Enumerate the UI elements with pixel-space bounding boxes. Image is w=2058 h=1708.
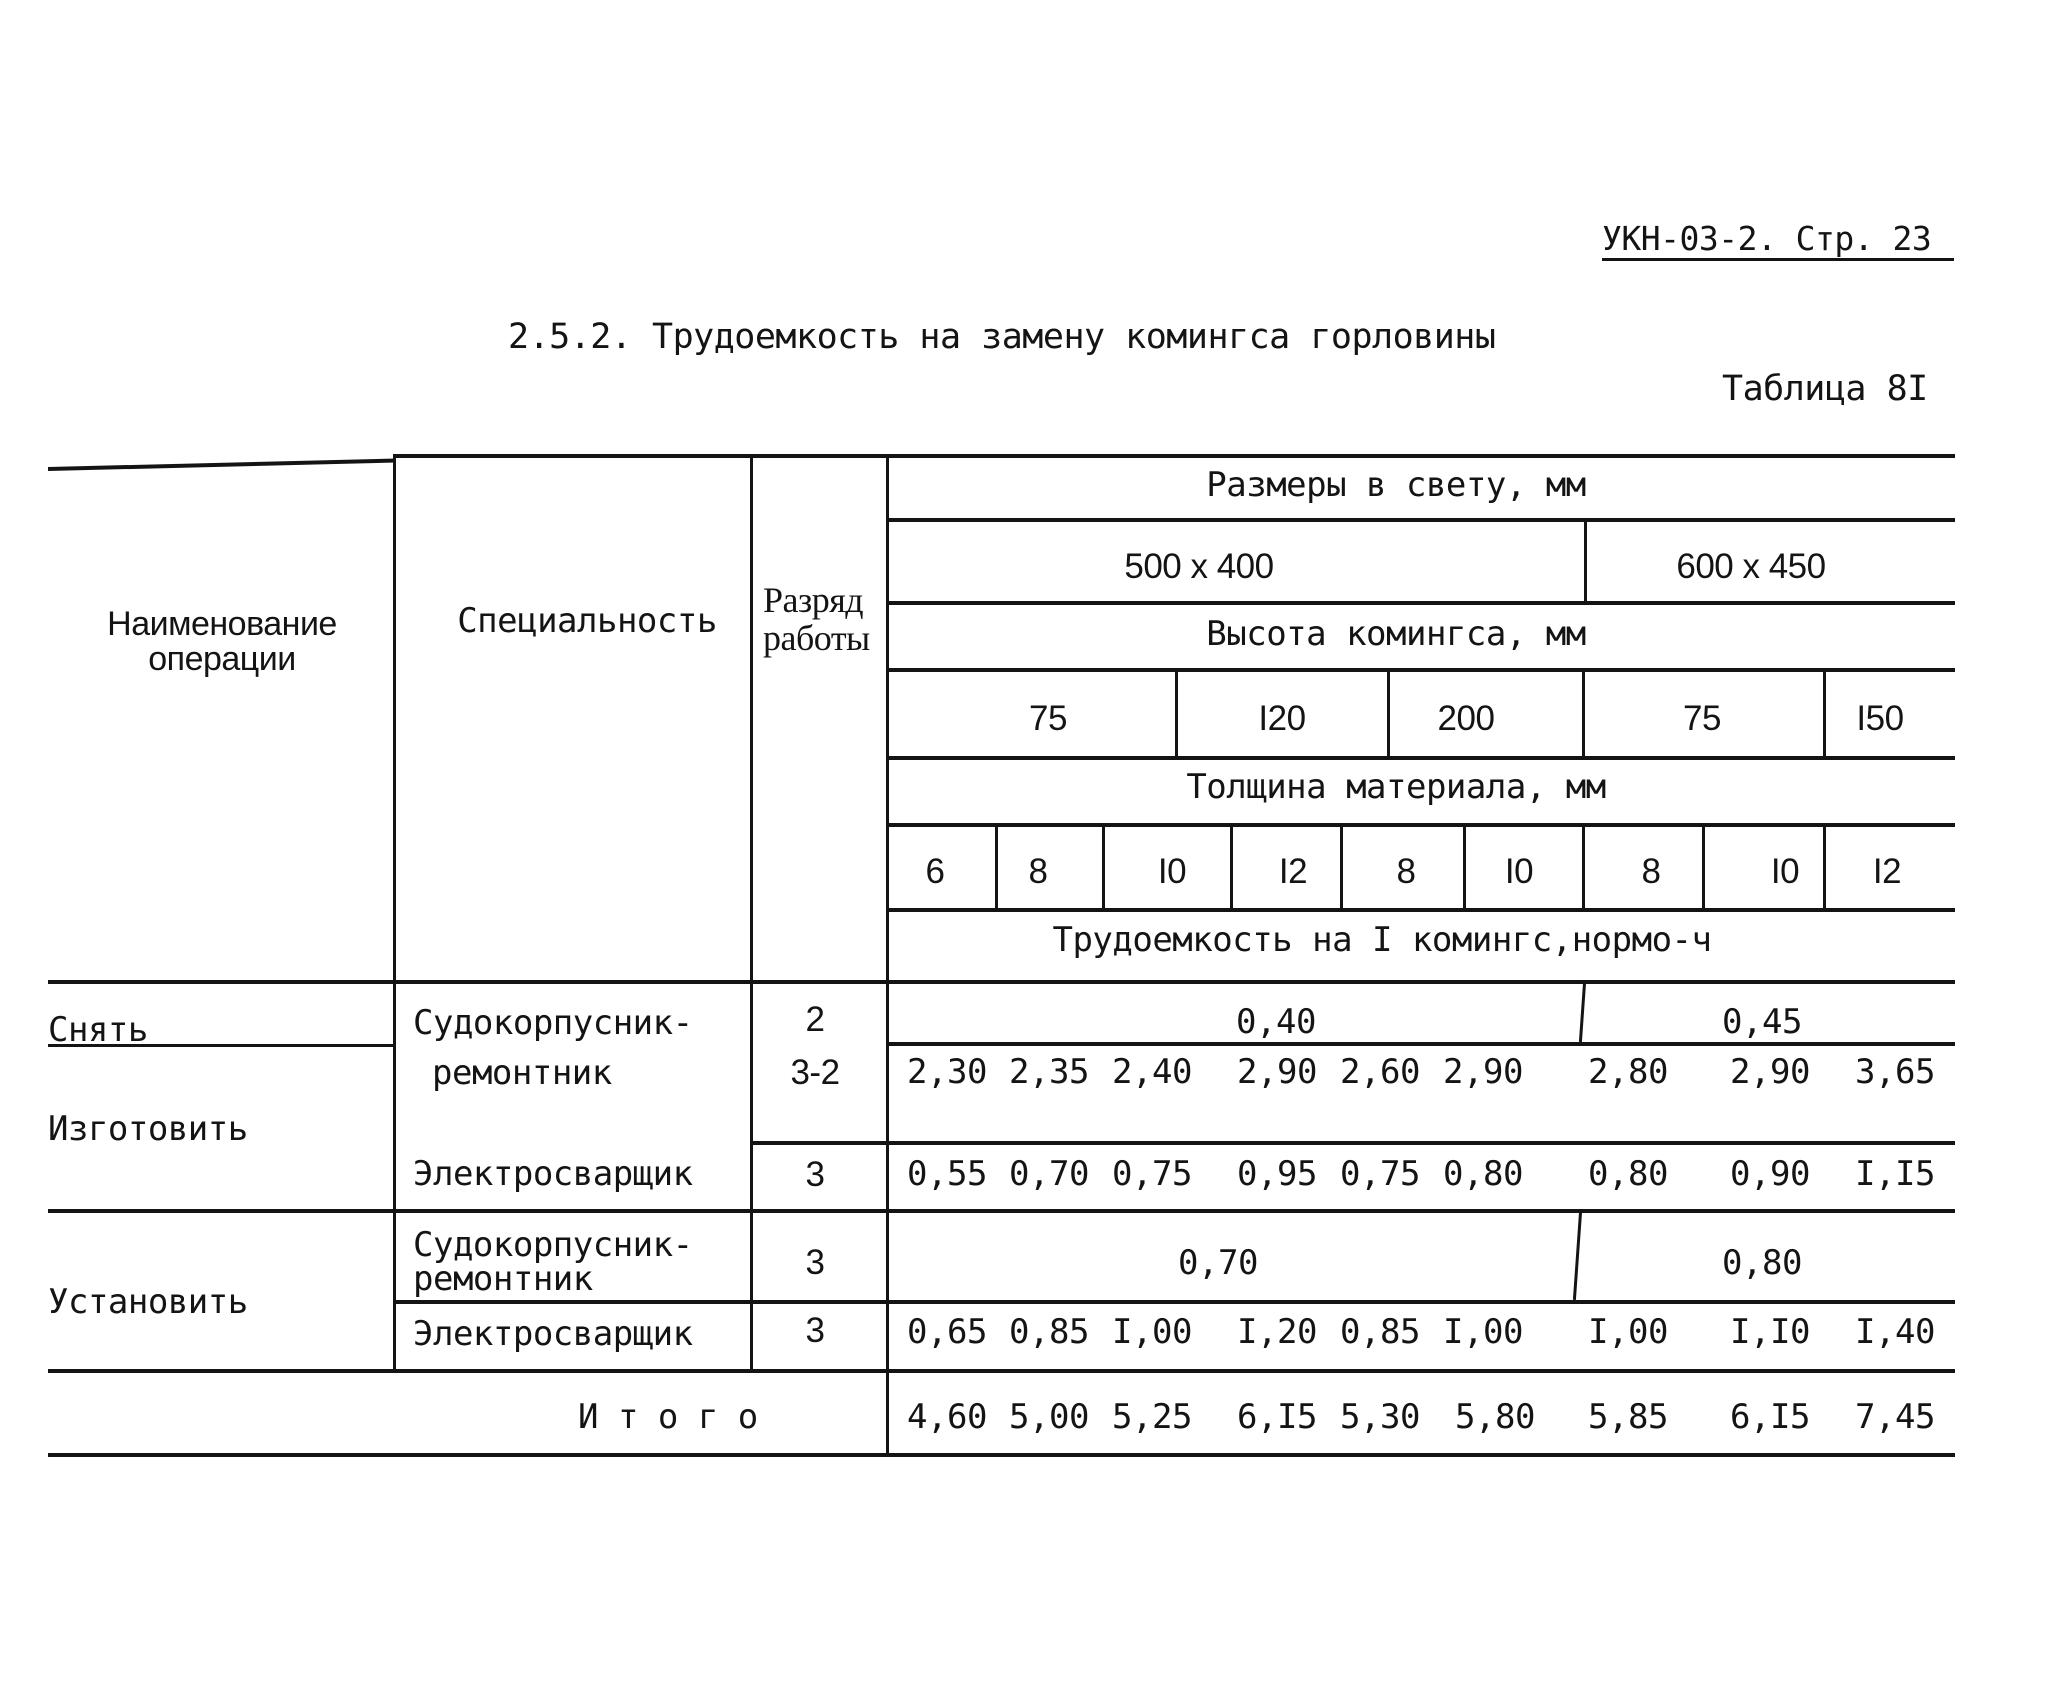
thickness-divider-2: [1102, 825, 1105, 909]
header-thickness-5: 8: [1396, 852, 1416, 891]
header-thickness-3: I0: [1157, 852, 1187, 891]
specialty-hull-repairer-line1: Судокорпусник-: [413, 1003, 693, 1043]
table-top-rule-left: [48, 458, 396, 471]
total-value-9: 7,45: [1855, 1397, 1935, 1437]
grade-install-weld: 3: [805, 1311, 825, 1350]
make-weld-value-6: 0,80: [1443, 1154, 1523, 1194]
rule-below-thicknesses: [887, 908, 1955, 912]
header-height-3: 200: [1437, 699, 1495, 738]
make-hull-value-7: 2,80: [1588, 1052, 1668, 1092]
header-size-group-2: 600 х 450: [1676, 547, 1826, 586]
specialty-hull-repairer-install-line2: ремонтник: [413, 1259, 593, 1299]
grade-make-hull: 3-2: [790, 1053, 840, 1092]
table-bottom-rule: [48, 1453, 1955, 1457]
header-height-4: 75: [1683, 699, 1721, 738]
op-make: Изготовить: [48, 1109, 248, 1149]
rule-below-height-title: [887, 668, 1955, 672]
rule-below-remove-values: [887, 1042, 1955, 1046]
total-value-8: 6,I5: [1730, 1397, 1810, 1437]
make-hull-value-2: 2,35: [1009, 1052, 1089, 1092]
specialty-hull-repairer-install-line1: Судокорпусник-: [413, 1225, 693, 1265]
grade-install-hull: 3: [805, 1243, 825, 1282]
grade-remove: 2: [805, 1000, 825, 1039]
total-value-3: 5,25: [1112, 1397, 1192, 1437]
make-hull-value-5: 2,60: [1340, 1052, 1420, 1092]
thickness-divider-5: [1463, 825, 1466, 909]
op-remove: Снять: [48, 1010, 148, 1050]
rule-below-size-groups: [887, 601, 1955, 605]
rule-above-total: [48, 1369, 1955, 1373]
make-hull-value-1: 2,30: [907, 1052, 987, 1092]
install-value-group-2: 0,80: [1722, 1243, 1802, 1283]
header-thickness-2: 8: [1028, 852, 1048, 891]
install-weld-value-3: I,00: [1112, 1312, 1192, 1352]
remove-value-group-1: 0,40: [1236, 1002, 1316, 1042]
make-weld-value-2: 0,70: [1009, 1154, 1089, 1194]
header-height-5: I50: [1856, 699, 1904, 738]
op-install: Установить: [48, 1282, 248, 1322]
specialty-welder-make: Электросварщик: [413, 1154, 693, 1194]
thickness-divider-6: [1582, 825, 1585, 909]
rule-below-heights: [887, 756, 1955, 760]
remove-split-divider: [1579, 982, 1586, 1042]
header-height-title: Высота комингса, мм: [1206, 614, 1586, 654]
make-hull-value-8: 2,90: [1730, 1052, 1810, 1092]
thickness-divider-4: [1340, 825, 1343, 909]
height-divider-1: [1175, 670, 1178, 757]
total-value-6: 5,80: [1455, 1397, 1535, 1437]
header-thickness-title: Толщина материала, мм: [1186, 767, 1606, 807]
header-bottom-rule: [48, 980, 1955, 984]
rule-below-hull-make: [750, 1141, 1955, 1145]
make-weld-value-8: 0,90: [1730, 1154, 1810, 1194]
make-weld-value-1: 0,55: [907, 1154, 987, 1194]
header-specialty: Специальность: [457, 601, 717, 641]
total-value-1: 4,60: [907, 1397, 987, 1437]
make-hull-value-9: 3,65: [1855, 1052, 1935, 1092]
make-weld-value-7: 0,80: [1588, 1154, 1668, 1194]
height-divider-3: [1582, 670, 1585, 757]
make-hull-value-6: 2,90: [1443, 1052, 1523, 1092]
make-weld-value-4: 0,95: [1237, 1154, 1317, 1194]
column-divider-operation: [393, 456, 396, 1369]
make-weld-value-3: 0,75: [1112, 1154, 1192, 1194]
total-value-4: 6,I5: [1237, 1397, 1317, 1437]
specialty-hull-repairer-line2: ремонтник: [432, 1053, 612, 1093]
thickness-divider-7: [1702, 825, 1705, 909]
thickness-divider-8: [1823, 825, 1826, 909]
header-thickness-9: I2: [1872, 852, 1902, 891]
reference-underline: [1602, 258, 1954, 261]
install-weld-value-7: I,00: [1588, 1312, 1668, 1352]
size-group-divider: [1584, 520, 1587, 602]
total-value-5: 5,30: [1340, 1397, 1420, 1437]
header-thickness-6: I0: [1504, 852, 1534, 891]
header-grade-line1: Разряд: [763, 580, 864, 620]
install-split-divider: [1573, 1211, 1582, 1300]
install-weld-value-6: I,00: [1443, 1312, 1523, 1352]
rule-below-sizes-title: [887, 518, 1955, 522]
header-thickness-1: 6: [925, 852, 945, 891]
header-size-group-1: 500 х 400: [1124, 547, 1274, 586]
header-operation-line1: Наименование: [107, 605, 337, 643]
height-divider-2: [1387, 670, 1390, 757]
thickness-divider-1: [995, 825, 998, 909]
specialty-welder-install: Электросварщик: [413, 1314, 693, 1354]
remove-value-group-2: 0,45: [1722, 1002, 1802, 1042]
install-weld-value-9: I,40: [1855, 1312, 1935, 1352]
header-thickness-4: I2: [1278, 852, 1308, 891]
rule-below-thickness-title: [887, 823, 1955, 827]
make-weld-value-5: 0,75: [1340, 1154, 1420, 1194]
column-divider-grade: [886, 456, 889, 1455]
install-value-group-1: 0,70: [1178, 1243, 1258, 1283]
rule-below-hull-install: [393, 1300, 1955, 1304]
rule-below-make-group: [48, 1209, 1955, 1213]
column-divider-specialty: [750, 456, 753, 1369]
install-weld-value-5: 0,85: [1340, 1312, 1420, 1352]
grade-make-weld: 3: [805, 1155, 825, 1194]
header-thickness-8: I0: [1770, 852, 1800, 891]
make-hull-value-4: 2,90: [1237, 1052, 1317, 1092]
document-reference: УКН-03-2. Стр. 23: [1602, 219, 1932, 258]
header-height-2: I20: [1258, 699, 1306, 738]
install-weld-value-8: I,I0: [1730, 1312, 1810, 1352]
make-weld-value-9: I,I5: [1855, 1154, 1935, 1194]
table-top-rule: [393, 454, 1955, 458]
table-label: Таблица 8I: [1722, 369, 1928, 409]
thickness-divider-3: [1230, 825, 1233, 909]
height-divider-4: [1823, 670, 1826, 757]
total-value-7: 5,85: [1588, 1397, 1668, 1437]
total-label: И т о г о: [578, 1397, 758, 1437]
header-labor-title: Трудоемкость на I комингс,нормо-ч: [1052, 920, 1712, 960]
install-weld-value-2: 0,85: [1009, 1312, 1089, 1352]
header-thickness-7: 8: [1641, 852, 1661, 891]
install-weld-value-4: I,20: [1237, 1312, 1317, 1352]
header-grade-line2: работы: [763, 618, 870, 658]
header-operation-line2: операции: [148, 640, 296, 678]
header-height-1: 75: [1029, 699, 1067, 738]
section-title: 2.5.2. Трудоемкость на замену комингса горловины: [508, 317, 1496, 357]
total-value-2: 5,00: [1009, 1397, 1089, 1437]
header-sizes-title: Размеры в свету, мм: [1206, 465, 1586, 505]
install-weld-value-1: 0,65: [907, 1312, 987, 1352]
make-hull-value-3: 2,40: [1112, 1052, 1192, 1092]
